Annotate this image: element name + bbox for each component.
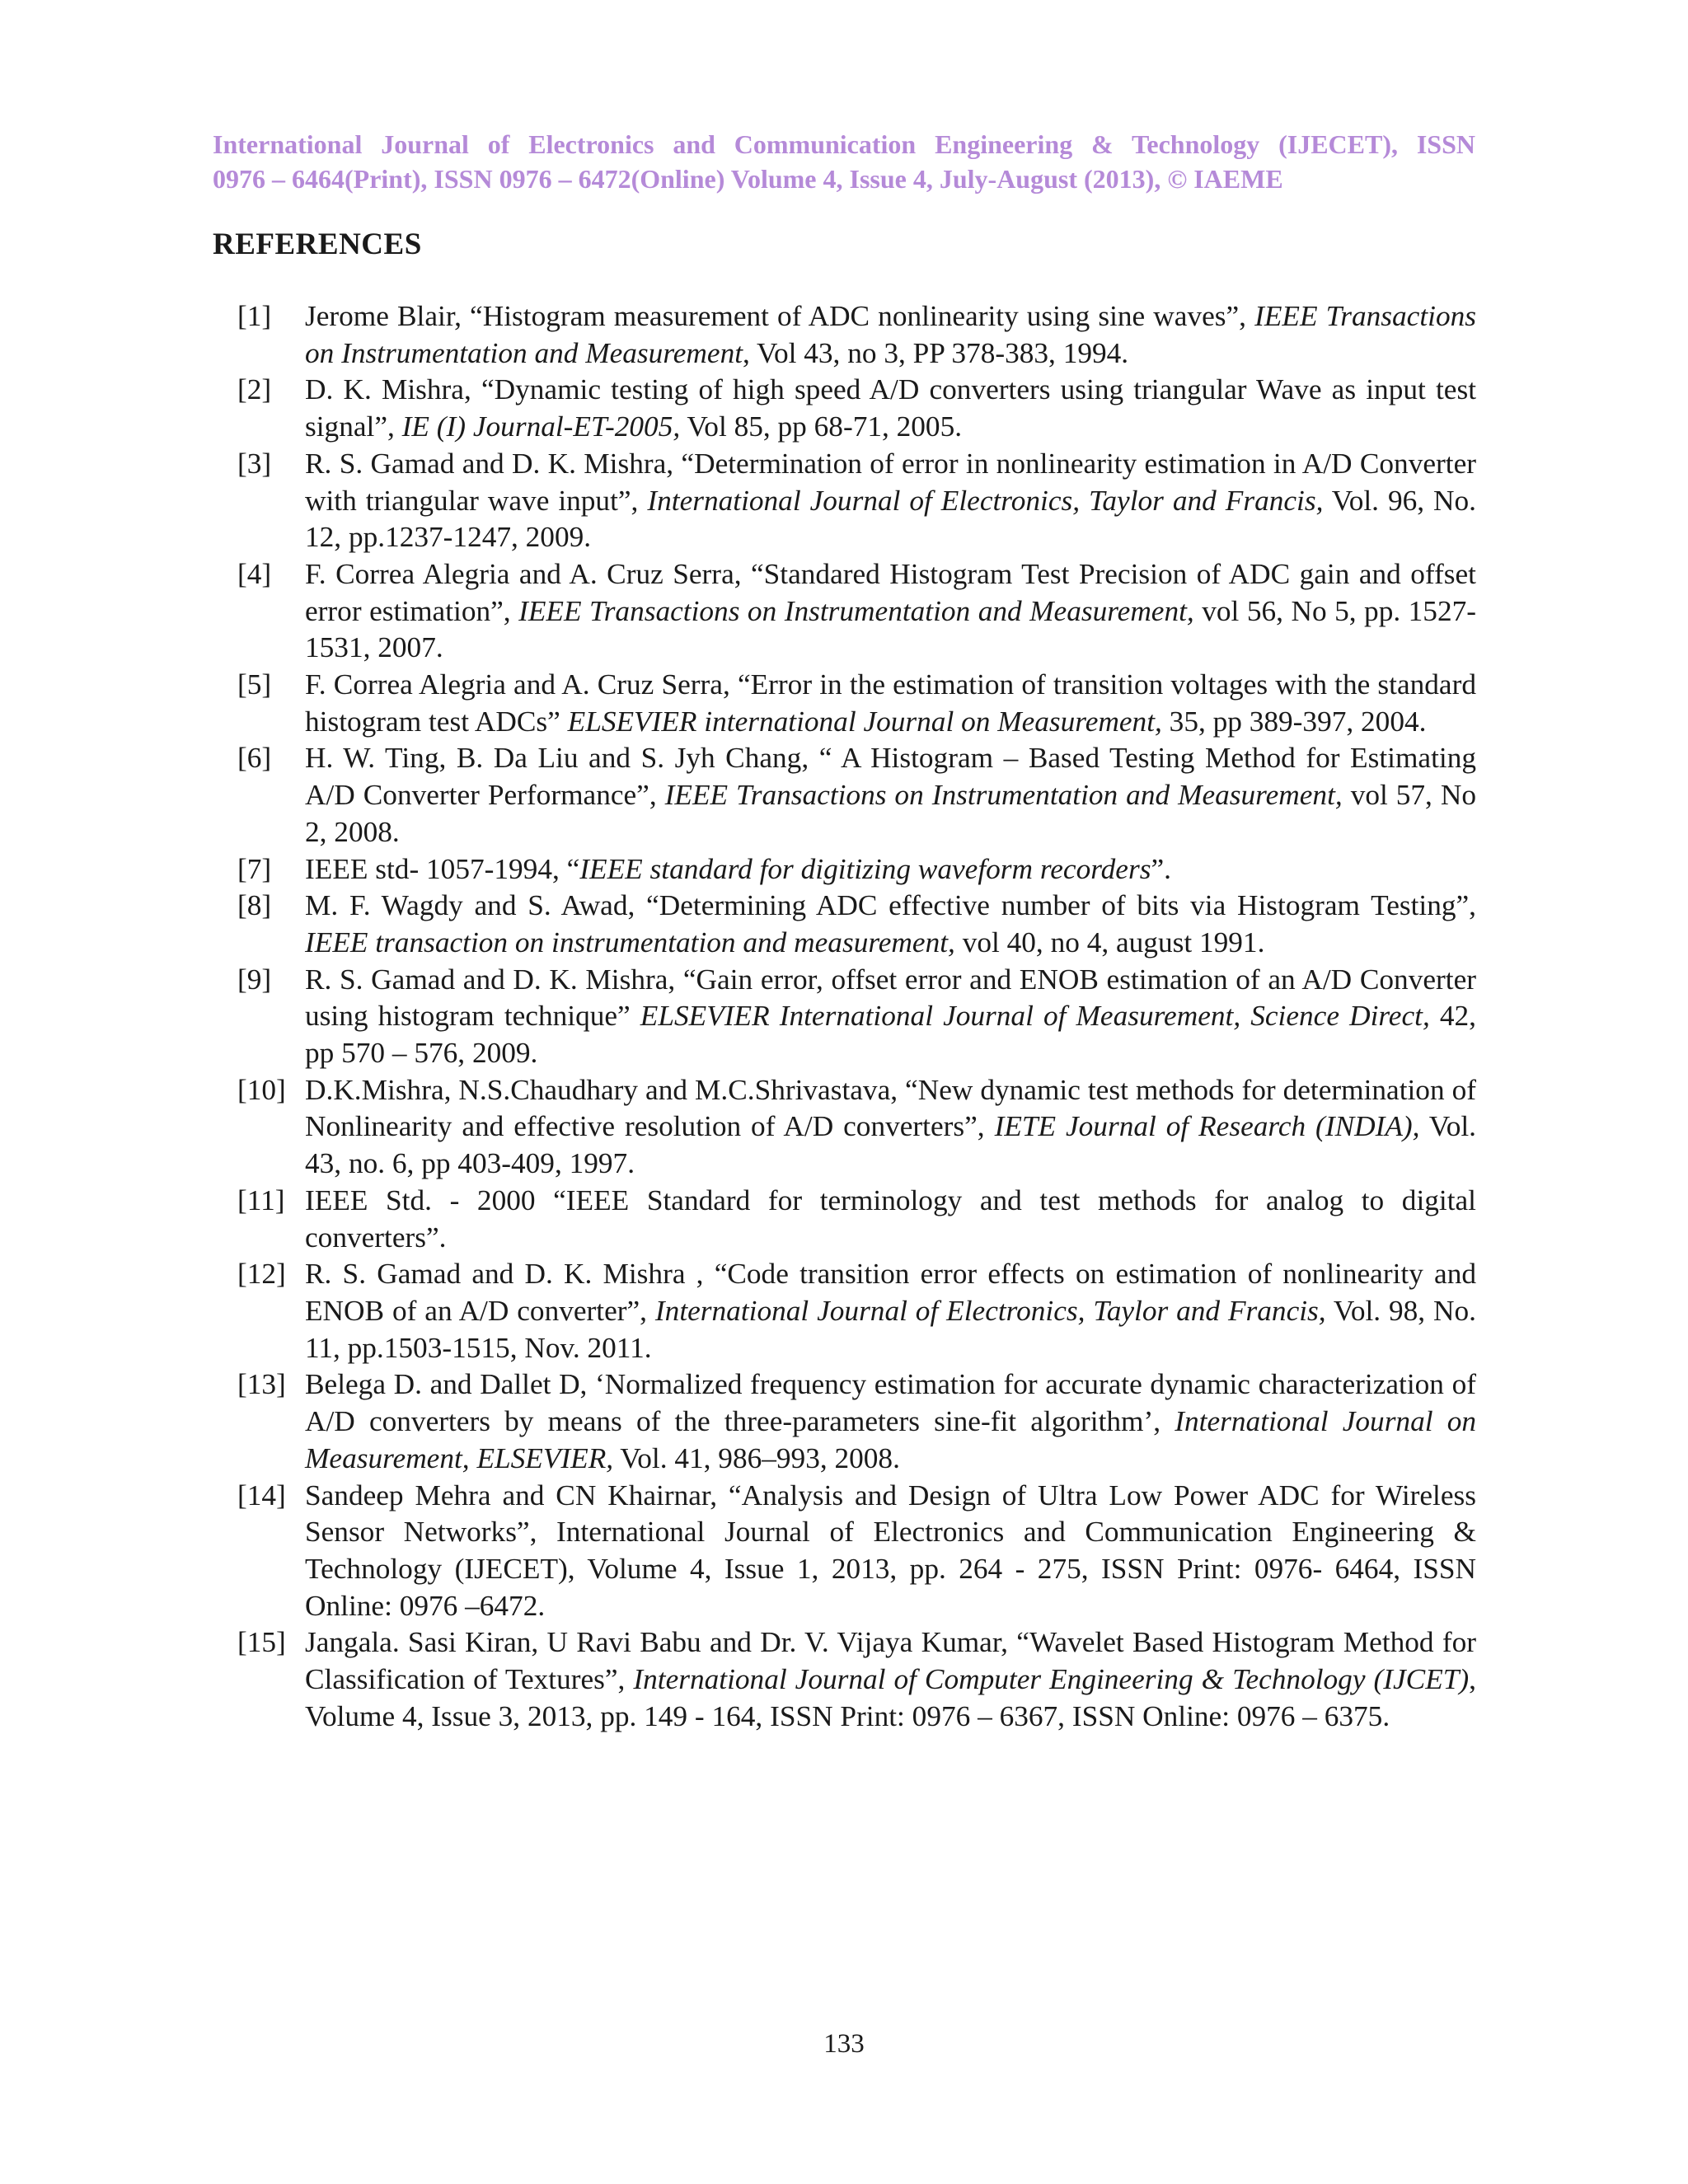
reference-text-part: vol 57, No 2, 2008. xyxy=(305,779,1476,848)
reference-text xyxy=(305,556,1476,667)
reference-text-part: Belega D. and Dallet D, ‘Normalized frequency estimation for accurate dynamic characterization of A/D converters by means of the three-parameters sine-fit algorithm’, xyxy=(305,1368,1476,1438)
page-number: 133 xyxy=(823,2029,865,2059)
reference-source-italic: International Journal of Electronics, Taylor and Francis, xyxy=(654,1294,1326,1327)
journal-header-line2: 0976 – 6464(Print), ISSN 0976 – 6472(Online) Volume 4, Issue 4, July-August (2013), © IAEME xyxy=(213,164,1283,194)
reference-number: [10] xyxy=(237,1073,286,1106)
reference-text xyxy=(305,740,1476,851)
reference-text-part: 35, pp 389-397, 2004. xyxy=(1161,705,1427,738)
reference-text xyxy=(305,372,1476,445)
journal-header-line1: International Journal of Electronics and Communication Engineering & Technology (IJECET), ISSN xyxy=(213,129,1475,159)
reference-text-part: Vol. 41, 986–993, 2008. xyxy=(613,1441,900,1474)
reference-text-part: R. S. Gamad and D. K. Mishra, “Determination of error in nonlinearity estimation in A/D Converter with triangular wave input”, xyxy=(305,447,1476,517)
reference-text-part: M. F. Wagdy and S. Awad, “Determining ADC effective number of bits via Histogram Testing”, xyxy=(305,889,1476,922)
reference-text xyxy=(305,1183,1476,1256)
reference-item xyxy=(237,667,1476,740)
reference-source-italic: International Journal of Computer Engineering & Technology (IJCET) xyxy=(633,1663,1470,1696)
reference-source-italic: International Journal on Measurement, ELSEVIER, xyxy=(305,1405,1477,1474)
reference-text xyxy=(305,1478,1476,1625)
reference-text-part: ”. xyxy=(1151,852,1171,885)
reference-text-part: Vol 85, pp 68-71, 2005. xyxy=(680,410,963,443)
reference-item xyxy=(237,1366,1476,1477)
reference-text xyxy=(305,851,1476,888)
reference-text-part: , Vol 43, no 3, PP 378-383, 1994. xyxy=(743,336,1129,369)
reference-text xyxy=(305,1366,1476,1477)
reference-text-part: F. Correa Alegria and A. Cruz Serra, “Standared Histogram Test Precision of ADC gain and offset error estimation”, xyxy=(305,557,1476,627)
reference-item xyxy=(237,446,1476,556)
reference-text-part: Sandeep Mehra and CN Khairnar, “Analysis and Design of Ultra Low Power ADC for Wireless Sensor Networks”, International Journal of Electronics and Communication Engineering & Technology (IJECET), Volume 4, Issue 1, 2013, pp. 264 - 275, ISSN Print: 0976- 6464, ISSN Online: 0976 –6472. xyxy=(305,1479,1476,1622)
reference-number: [8] xyxy=(237,889,272,922)
reference-text-part: 42, pp 570 – 576, 2009. xyxy=(305,1000,1476,1070)
reference-text-part: D. K. Mishra, “Dynamic testing of high speed A/D converters using triangular Wave as input test signal”, xyxy=(305,373,1476,443)
reference-item xyxy=(237,851,1476,888)
reference-item xyxy=(237,556,1476,667)
reference-number: [2] xyxy=(237,373,272,406)
reference-text-part: vol 56, No 5, pp. 1527-1531, 2007. xyxy=(305,594,1476,664)
reference-item xyxy=(237,1478,1476,1625)
reference-item xyxy=(237,1072,1476,1183)
reference-text-part: R. S. Gamad and D. K. Mishra, “Gain error, offset error and ENOB estimation of an A/D Converter using histogram technique” xyxy=(305,963,1476,1033)
reference-text xyxy=(305,1256,1476,1366)
reference-text-part: IEEE Std. - 2000 “IEEE Standard for terminology and test methods for analog to digital converters”. xyxy=(305,1183,1476,1254)
reference-source-italic: IEEE transaction on instrumentation and measurement, xyxy=(305,926,955,958)
reference-text-part: F. Correa Alegria and A. Cruz Serra, “Error in the estimation of transition voltages with the standard histogram test ADCs” xyxy=(305,668,1476,738)
reference-number: [7] xyxy=(237,852,272,885)
journal-header xyxy=(213,127,1475,196)
reference-text-part: H. W. Ting, B. Da Liu and S. Jyh Chang, “ A Histogram – Based Testing Method for Estimating A/D Converter Performance”, xyxy=(305,742,1476,812)
reference-text xyxy=(305,1624,1476,1735)
reference-number: [5] xyxy=(237,668,272,701)
reference-item xyxy=(237,298,1476,372)
reference-number: [4] xyxy=(237,557,272,590)
reference-number: [11] xyxy=(237,1183,285,1216)
reference-number: [9] xyxy=(237,963,272,996)
reference-text-part: Jangala. Sasi Kiran, U Ravi Babu and Dr. V. Vijaya Kumar, “Wavelet Based Histogram Method for Classification of Textures”, xyxy=(305,1626,1476,1696)
reference-text-part: D.K.Mishra, N.S.Chaudhary and M.C.Shrivastava, “New dynamic test methods for determination of Nonlinearity and effective resolution of A/D converters”, xyxy=(305,1073,1476,1143)
references-heading: REFERENCES xyxy=(213,227,422,261)
reference-text-part: vol 40, no 4, august 1991. xyxy=(954,926,1265,958)
reference-text-part: Vol. 96, No. 12, pp.1237-1247, 2009. xyxy=(305,484,1477,554)
reference-source-italic: IETE Journal of Research (INDIA), xyxy=(994,1110,1420,1143)
reference-item xyxy=(237,740,1476,851)
reference-text xyxy=(305,1072,1476,1183)
reference-number: [14] xyxy=(237,1479,286,1511)
reference-item xyxy=(237,372,1476,445)
reference-number: [13] xyxy=(237,1368,286,1401)
reference-source-italic: IE (I) Journal-ET-2005, xyxy=(401,410,681,443)
reference-item xyxy=(237,1256,1476,1366)
reference-source-italic: IEEE Transactions on Instrumentation and Measurement, xyxy=(518,594,1194,627)
reference-item xyxy=(237,962,1476,1072)
reference-number: [6] xyxy=(237,742,272,775)
reference-list xyxy=(237,298,1476,1735)
reference-source-italic: International Journal of Electronics, Taylor and Francis, xyxy=(647,484,1324,517)
reference-source-italic: IEEE Transactions on Instrumentation and Measurement, xyxy=(664,779,1343,812)
reference-text-part: , Volume 4, Issue 3, 2013, pp. 149 - 164, ISSN Print: 0976 – 6367, ISSN Online: 0976 – 6375. xyxy=(305,1663,1476,1732)
reference-number: [12] xyxy=(237,1258,286,1291)
reference-source-italic: ELSEVIER international Journal on Measurement, xyxy=(567,705,1162,738)
reference-number: [1] xyxy=(237,300,272,332)
reference-source-italic: IEEE Transactions on Instrumentation and Measurement xyxy=(305,300,1476,369)
reference-text xyxy=(305,667,1476,740)
reference-source-italic: ELSEVIER International Journal of Measurement, Science Direct, xyxy=(640,1000,1430,1033)
reference-item xyxy=(237,1624,1476,1735)
reference-item xyxy=(237,1183,1476,1256)
reference-text-part: Vol. 98, No. 11, pp.1503-1515, Nov. 2011. xyxy=(305,1294,1477,1364)
reference-text-part: IEEE std- 1057-1994, “ xyxy=(305,852,580,885)
reference-text xyxy=(305,962,1476,1072)
reference-text xyxy=(305,298,1476,372)
reference-text xyxy=(305,446,1476,556)
reference-item xyxy=(237,888,1476,961)
reference-source-italic: IEEE standard for digitizing waveform recorders xyxy=(579,852,1151,885)
reference-text xyxy=(305,888,1476,961)
reference-number: [15] xyxy=(237,1626,286,1659)
reference-text-part: R. S. Gamad and D. K. Mishra , “Code transition error effects on estimation of nonlinearity and ENOB of an A/D converter”, xyxy=(305,1258,1476,1327)
reference-number: [3] xyxy=(237,447,272,480)
reference-text-part: Vol. 43, no. 6, pp 403-409, 1997. xyxy=(305,1110,1477,1180)
reference-text-part: Jerome Blair, “Histogram measurement of ADC nonlinearity using sine waves”, xyxy=(305,300,1255,332)
